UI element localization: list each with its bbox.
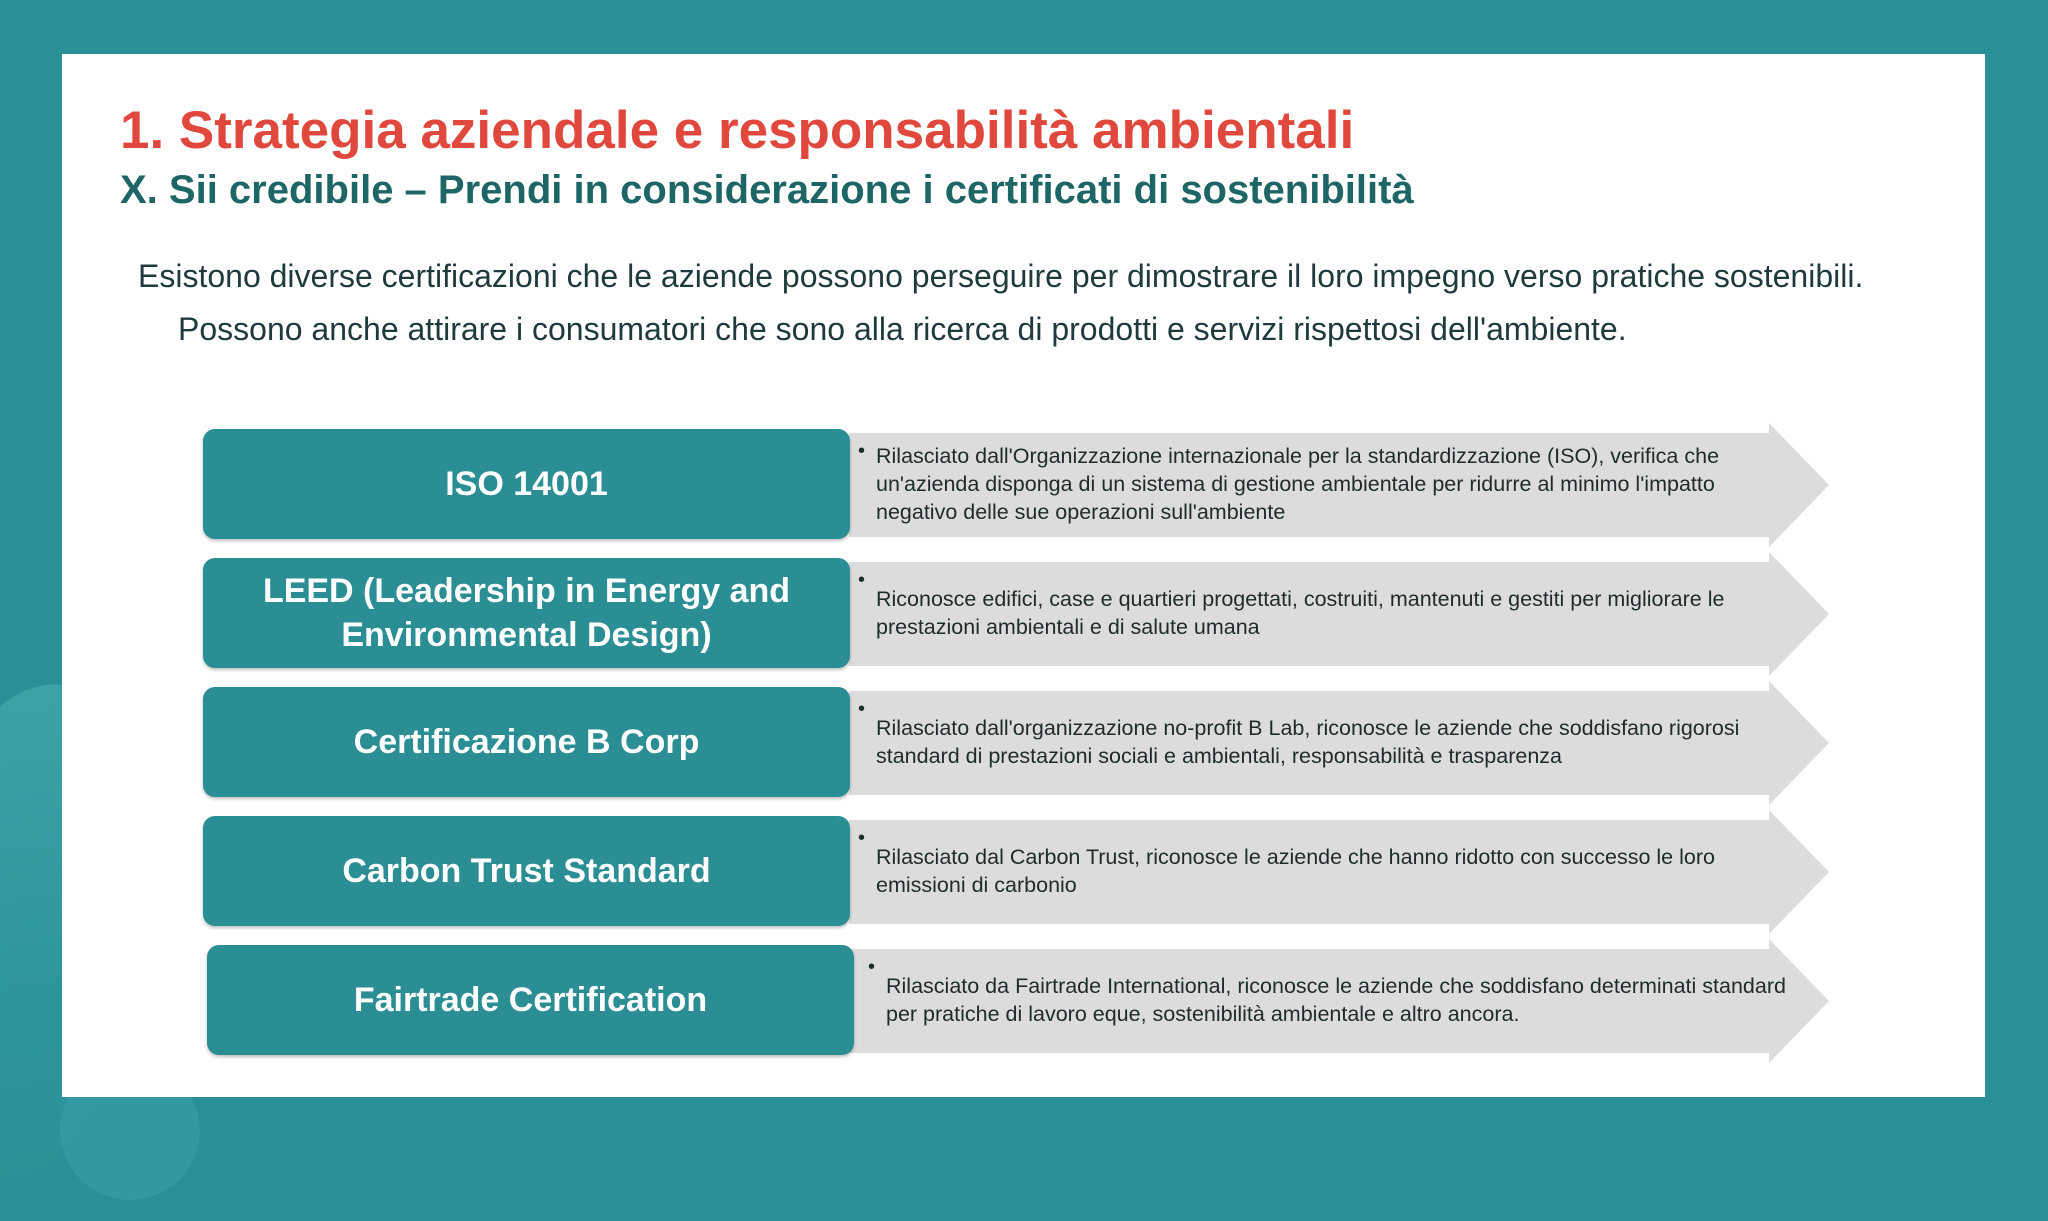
cert-description-text: Riconosce edifici, case e quartieri progettati, costruiti, mantenuti e gestiti per migliorare le prestazioni ambientali e di salute umana <box>876 587 1725 639</box>
intro-paragraph: Esistono diverse certificazioni che le aziende possono perseguire per dimostrare il loro impegno verso pratiche sostenibili. Possono anche attirare i consumatori che sono alla ricerca di prodotti e servizi rispettosi dell'ambiente. <box>138 258 1864 347</box>
cert-description-text: Rilasciato da Fairtrade International, riconosce le aziende che soddisfano determinati standard per pratiche di lavoro eque, sostenibilità ambientale e altro ancora. <box>886 974 1786 1026</box>
bullet-icon: • <box>858 440 866 462</box>
slide-panel <box>62 54 1985 1097</box>
certification-row-leed <box>62 558 1985 678</box>
cert-description-text: Rilasciato dall'organizzazione no-profit B Lab, riconosce le aziende che soddisfano rigorosi standard di prestazioni sociali e ambientali, responsabilità e trasparenza <box>876 716 1740 768</box>
bullet-icon: • <box>858 698 866 720</box>
cert-name-box: ISO 14001 <box>203 429 850 539</box>
certification-row-iso <box>62 429 1985 549</box>
bullet-icon: • <box>858 569 866 591</box>
cert-name-box: Fairtrade Certification <box>207 945 854 1055</box>
bullet-icon: • <box>868 956 876 978</box>
cert-description-text: Rilasciato dall'Organizzazione internazionale per la standardizzazione (ISO), verifica che un'azienda disponga di un sistema di gestione ambientale per ridurre al minimo l'impatto negativo delle sue operazioni sull'ambiente <box>876 444 1720 524</box>
certification-row-bcorp <box>62 687 1985 807</box>
cert-description <box>858 687 1788 797</box>
cert-description <box>868 945 1798 1055</box>
cert-description <box>858 558 1788 668</box>
cert-description <box>858 429 1788 539</box>
cert-name-box: Carbon Trust Standard <box>203 816 850 926</box>
cert-name-box: Certificazione B Corp <box>203 687 850 797</box>
certification-row-fairtrade <box>62 945 1985 1065</box>
slide-subtitle: X. Sii credibile – Prendi in considerazione i certificati di sostenibilità <box>120 168 1414 212</box>
certification-row-carbon-trust <box>62 816 1985 936</box>
cert-description <box>858 816 1788 926</box>
bullet-icon: • <box>858 827 866 849</box>
cert-description-text: Rilasciato dal Carbon Trust, riconosce le aziende che hanno ridotto con successo le loro emissioni di carbonio <box>876 845 1715 897</box>
slide-title: 1. Strategia aziendale e responsabilità ambientali <box>120 101 1355 160</box>
cert-name-box: LEED (Leadership in Energy and Environmental Design) <box>203 558 850 668</box>
